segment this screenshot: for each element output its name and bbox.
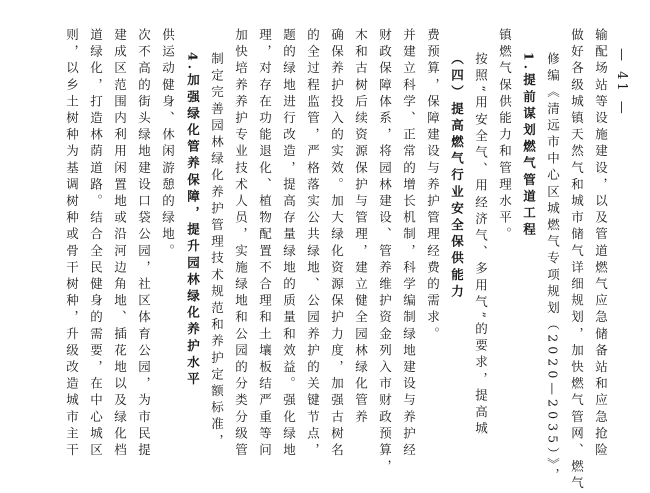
text-line: 的全过程监管，严格落实公共绿地、公园养护的关键节点， (305, 28, 321, 460)
text-line: 按照“用安全气、用经济气、多用气”的要求，提高城 (473, 52, 489, 439)
text-line: 次不高的街头绿地建设口袋公园，社区体育公园，为市民提 (136, 28, 152, 460)
text-line: 理，对存在功能退化、植物配置不合理和土壤板结严重等问 (257, 28, 273, 460)
text-line: 费预算，保障建设与养护管理经费的需求。 (425, 28, 441, 344)
text-line: 制定完善园林绿化养护管理技术规范和养护定额标准， (209, 52, 225, 451)
text-line: 修编《清远市中心区城燃气专项规划（2020—2035）》， (545, 52, 561, 485)
text-line: 镇燃气保供能力和管理水平。 (497, 28, 513, 244)
text-line: 建成区范围内利用闲置地或沿河边角地、插花地以及绿化档 (112, 28, 128, 460)
section-heading: 4.加强绿化管养保障，提升园林绿化养护水平 (185, 52, 201, 389)
section-heading: 1.提前谋划燃气管道工程 (521, 52, 537, 240)
text-line: 则，以乡土树种为基调树种或骨干树种，升级改造城市主干 (64, 28, 80, 460)
text-line: 输配场站等设施建设，以及管道燃气应急储备站和应急抢险 (593, 28, 609, 460)
text-line: 供运动健身、休闲游憩的绿地。 (160, 28, 176, 261)
text-line: 并建立科学、正常的增长机制，科学编制绿地建设与养护经 (401, 28, 417, 460)
text-line: 加快培养养护专业技术人员，实施绿地和公园的分类分级管 (233, 28, 249, 460)
text-line: 道绿化，打造林荫道路。结合全民健身的需要，在中心城区 (88, 28, 104, 460)
text-line: 确保养护投入的实效。加大绿化资源保护力度，加强古树名 (329, 28, 345, 460)
text-line: 财政保障体系，将园林建设、管养维护资金列入市财政预算， (377, 28, 393, 477)
text-line: 做好各级城镇天然气和城市储气详细规划，加快燃气管网、燃气 (569, 28, 585, 493)
text-line: 木和古树后续资源保护与管理，建立健全园林绿化管养 (353, 28, 369, 427)
text-line: 题的绿地进行改造，提高存量绿地的质量和效益。强化绿地 (281, 28, 297, 460)
page-number: — 41 — (614, 48, 629, 117)
section-heading: （四）提高燃气行业安全保供能力 (449, 52, 465, 301)
